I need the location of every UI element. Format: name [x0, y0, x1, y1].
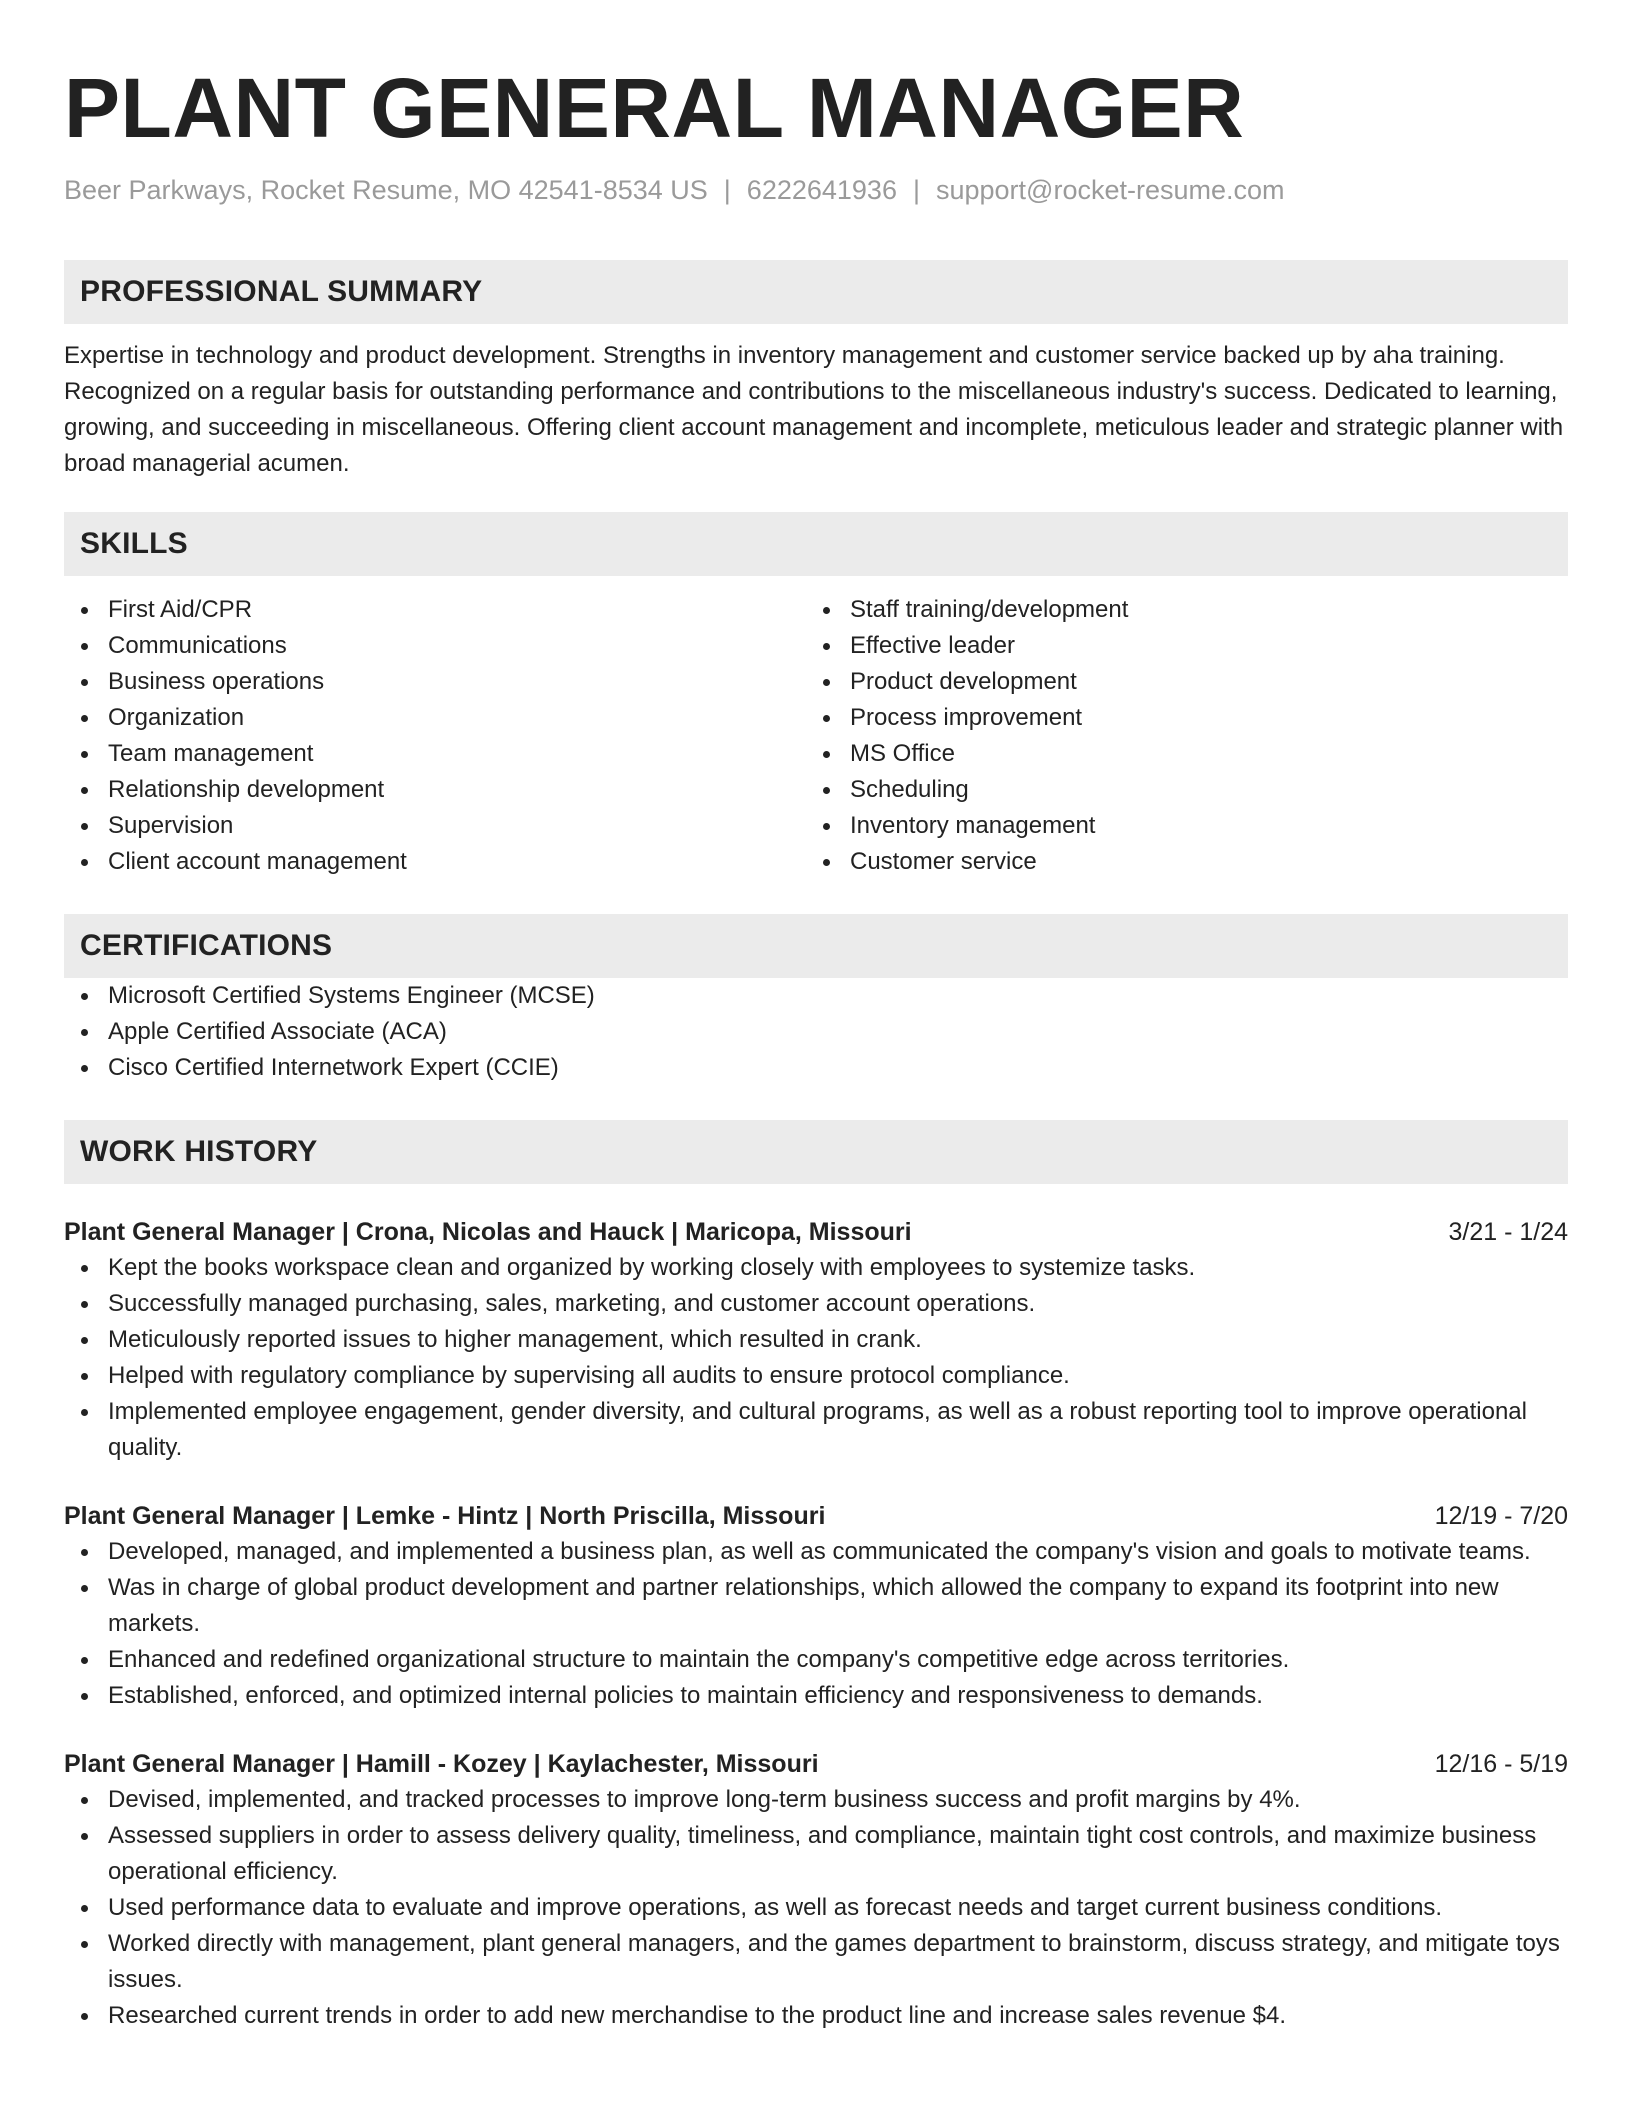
skill-item: Scheduling	[850, 772, 1548, 808]
resume-page	[64, 0, 1568, 2034]
job-header	[64, 1214, 1568, 1250]
certification-item: Microsoft Certified Systems Engineer (MCSE)	[108, 978, 1568, 1014]
job-bullets	[64, 1534, 1568, 1714]
resume-title: PLANT GENERAL MANAGER	[64, 61, 1245, 155]
job-bullet: Implemented employee engagement, gender diversity, and cultural programs, as well as a robust reporting tool to improve operational quality.	[108, 1394, 1568, 1466]
skill-item: Relationship development	[108, 772, 806, 808]
job-bullet: Kept the books workspace clean and organized by working closely with employees to systemize tasks.	[108, 1250, 1568, 1286]
skill-item: Product development	[850, 664, 1548, 700]
skills-column-left	[64, 592, 806, 880]
job-bullet: Successfully managed purchasing, sales, marketing, and customer account operations.	[108, 1286, 1568, 1322]
job-bullet: Meticulously reported issues to higher management, which resulted in crank.	[108, 1322, 1568, 1358]
job-bullet: Used performance data to evaluate and improve operations, as well as forecast needs and target current business conditions.	[108, 1890, 1568, 1926]
skills-list-right	[806, 592, 1548, 880]
section-heading-summary: PROFESSIONAL SUMMARY	[64, 260, 1568, 324]
contact-address: Beer Parkways, Rocket Resume, MO 42541-8534 US	[64, 175, 708, 205]
job-dates: 12/19 - 7/20	[1434, 1502, 1568, 1530]
section-heading-work-history: WORK HISTORY	[64, 1120, 1568, 1184]
job-bullets	[64, 1782, 1568, 2034]
job-bullet: Devised, implemented, and tracked processes to improve long-term business success and profit margins by 4%.	[108, 1782, 1568, 1818]
job-title: Plant General Manager | Crona, Nicolas and Hauck | Maricopa, Missouri	[64, 1218, 912, 1246]
job-bullet: Enhanced and redefined organizational structure to maintain the company's competitive edge across territories.	[108, 1642, 1568, 1678]
skills-list-left	[64, 592, 806, 880]
job-bullet: Was in charge of global product development and partner relationships, which allowed the company to expand its footprint into new markets.	[108, 1570, 1568, 1642]
job-bullet: Assessed suppliers in order to assess delivery quality, timeliness, and compliance, maintain tight cost controls, and maximize business operational efficiency.	[108, 1818, 1568, 1890]
contact-phone: 6222641936	[746, 175, 897, 205]
skill-item: Client account management	[108, 844, 806, 880]
skill-item: Communications	[108, 628, 806, 664]
skill-item: Supervision	[108, 808, 806, 844]
job-entry	[64, 1214, 1568, 1466]
certification-item: Apple Certified Associate (ACA)	[108, 1014, 1568, 1050]
job-bullet: Researched current trends in order to add new merchandise to the product line and increase sales revenue $4.	[108, 1998, 1568, 2034]
skill-item: Effective leader	[850, 628, 1548, 664]
skill-item: Inventory management	[850, 808, 1548, 844]
job-bullet: Established, enforced, and optimized internal policies to maintain efficiency and responsiveness to demands.	[108, 1678, 1568, 1714]
job-title: Plant General Manager | Hamill - Kozey | Kaylachester, Missouri	[64, 1750, 819, 1778]
summary-text: Expertise in technology and product development. Strengths in inventory management and customer service backed up by aha training. Recognized on a regular basis for outstanding performance and contributions to the miscellaneous industry's success. Dedicated to learning, growing, and succeeding in miscellaneous. Offering client account management and incomplete, meticulous leader and strategic planner with broad managerial acumen.	[64, 342, 1564, 477]
contact-separator: |	[912, 175, 920, 205]
skills-grid	[64, 592, 1568, 880]
job-dates: 3/21 - 1/24	[1448, 1218, 1568, 1246]
contact-line	[64, 172, 1568, 208]
skill-item: Organization	[108, 700, 806, 736]
job-bullets	[64, 1250, 1568, 1466]
skill-item: Business operations	[108, 664, 806, 700]
certifications-list	[64, 978, 1568, 1086]
section-heading-certifications: CERTIFICATIONS	[64, 914, 1568, 978]
skills-column-right	[806, 592, 1548, 880]
section-heading-skills: SKILLS	[64, 512, 1568, 576]
skill-item: Customer service	[850, 844, 1548, 880]
job-bullet: Helped with regulatory compliance by supervising all audits to ensure protocol compliance.	[108, 1358, 1568, 1394]
job-title: Plant General Manager | Lemke - Hintz | North Priscilla, Missouri	[64, 1502, 826, 1530]
skill-item: MS Office	[850, 736, 1548, 772]
job-entry	[64, 1746, 1568, 2034]
contact-email: support@rocket-resume.com	[935, 175, 1285, 205]
job-bullet: Worked directly with management, plant general managers, and the games department to brainstorm, discuss strategy, and mitigate toys issues.	[108, 1926, 1568, 1998]
contact-separator: |	[723, 175, 731, 205]
job-entry	[64, 1498, 1568, 1714]
skill-item: Team management	[108, 736, 806, 772]
skill-item: Staff training/development	[850, 592, 1548, 628]
skill-item: Process improvement	[850, 700, 1548, 736]
job-dates: 12/16 - 5/19	[1434, 1750, 1568, 1778]
job-header	[64, 1746, 1568, 1782]
job-bullet: Developed, managed, and implemented a business plan, as well as communicated the company's vision and goals to motivate teams.	[108, 1534, 1568, 1570]
certification-item: Cisco Certified Internetwork Expert (CCIE)	[108, 1050, 1568, 1086]
job-header	[64, 1498, 1568, 1534]
skill-item: First Aid/CPR	[108, 592, 806, 628]
